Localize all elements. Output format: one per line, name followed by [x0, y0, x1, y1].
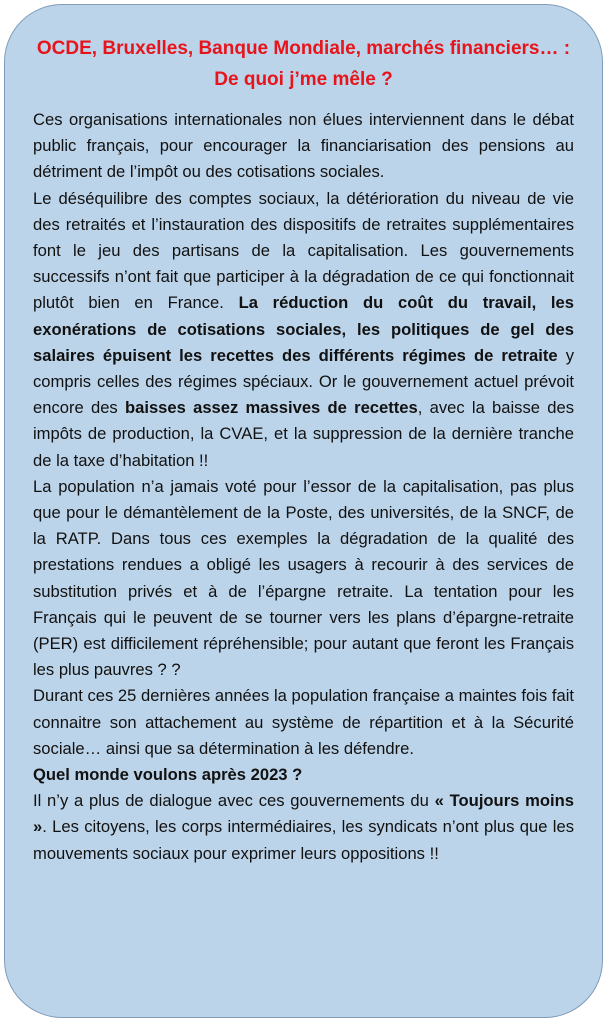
info-card: [4, 4, 603, 1018]
title-line-2: De quoi j’me mêle ?: [214, 69, 393, 90]
card-title: [25, 33, 582, 95]
paragraph-1: Ces organisations internationales non élues interviennent dans le débat public français, pour encourager la financiarisation des pensions au détriment de l’impôt ou des cotisations sociales.: [33, 110, 574, 182]
section-heading: Quel monde voulons après 2023 ?: [33, 765, 303, 785]
title-line-1: OCDE, Bruxelles, Banque Mondiale, marchés financiers… :: [36, 38, 571, 59]
paragraph-5-text-2: . Les citoyens, les corps intermédiaires, les syndicats n’ont plus que les mouvements sociaux pour exprimer leurs oppositions !!: [33, 817, 574, 863]
paragraph-2-text-3: , avec la baisse des impôts de production, la CVAE, et la suppression de la dernière tranche de la taxe d’habitation !!: [33, 398, 574, 470]
paragraph-2-text-2: y compris celles des régimes spéciaux. Or le gouvernement actuel prévoit encore des: [33, 345, 574, 418]
paragraph-2-text-1: Le déséquilibre des comptes sociaux, la détérioration du niveau de vie des retraités et l’instauration des dispositifs de retraites supplémentaires font le jeu des partisans de la capitalisation. Les gouvernements successifs n’ont fait que participer à la dégradation de ce qui fonctionnait plutôt bien en France.: [33, 188, 574, 313]
paragraph-5-bold-1: « Toujours moins »: [33, 791, 575, 837]
card-body: [33, 107, 574, 867]
paragraph-2-bold-1: La réduction du coût du travail, les exonérations de cotisations sociales, les politiques de gel des salaires épuisent les recettes des différents régimes de retraite: [33, 293, 575, 365]
paragraph-4: Durant ces 25 dernières années la population française a maintes fois fait connaitre son attachement au système de répartition et à la Sécurité sociale… ainsi que sa détermination à les défendre.: [33, 686, 574, 758]
paragraph-2-bold-2: baisses assez massives de recettes: [124, 398, 418, 418]
paragraph-5: [33, 788, 574, 867]
paragraph-3: La population n’a jamais voté pour l’essor de la capitalisation, pas plus que pour le démantèlement de la Poste, des universités, de la SNCF, de la RATP. Dans tous ces exemples la dégradation de la qualité des prestations rendues a obligé les usagers à recourir à des services de substitution privés et à de l’épargne retraite. La tentation pour les Français qui le peuvent de se tourner vers les plans d’épargne-retraite (PER) est difficilement répréhensible; pour autant que feront les Français les plus pauvres ? ?: [33, 476, 574, 680]
paragraph-5-text-1: Il n’y a plus de dialogue avec ces gouvernements du: [33, 791, 435, 811]
paragraph-2: [33, 186, 574, 474]
